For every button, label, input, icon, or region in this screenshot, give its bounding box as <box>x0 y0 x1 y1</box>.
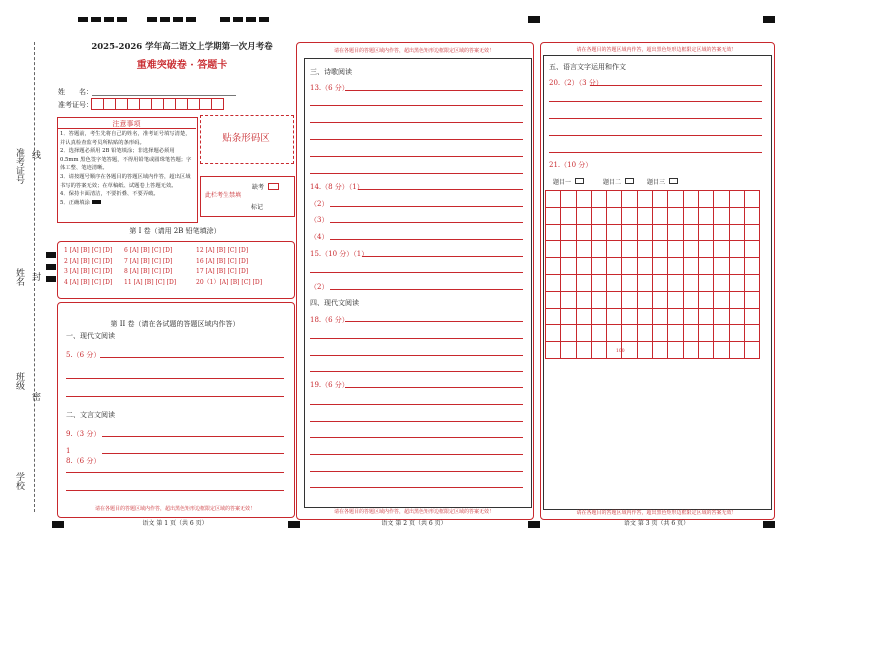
q9-label: 9.（3 分） <box>66 430 101 438</box>
topic-3-label: 题目三 <box>647 179 666 186</box>
answer-line[interactable] <box>310 156 523 157</box>
answer-line[interactable] <box>310 404 523 405</box>
answer-line[interactable] <box>66 396 284 397</box>
topic-1-label: 题目一 <box>553 179 572 186</box>
footer-p3: 语文 第 3 页（共 6 页） <box>623 520 690 527</box>
timing-mark <box>78 17 128 22</box>
timing-mark <box>528 16 540 23</box>
answer-line[interactable] <box>310 371 523 372</box>
answer-line[interactable] <box>310 173 523 174</box>
footer-p2: 语文 第 2 页（共 6 页） <box>381 520 447 527</box>
q14-2-label: （2） <box>310 200 329 208</box>
q20-label: 20.（2）（3 分） <box>549 79 603 87</box>
answer-line[interactable] <box>345 321 523 322</box>
answer-line[interactable] <box>358 189 523 190</box>
absent-warning: 此栏考生禁填 <box>205 192 242 199</box>
section-language-writing: 五、语言文字运用和作文 <box>549 63 626 71</box>
topic-1-checkbox[interactable] <box>575 178 584 184</box>
page-subtitle: 重难突破卷 · 答题卡 <box>136 60 228 71</box>
choice-row[interactable]: 4 [A] [B] [C] [D] <box>64 278 113 286</box>
side-seal-label: 封 <box>30 272 40 281</box>
q14-3-label: （3） <box>310 216 329 224</box>
q5-label: 5.（6 分） <box>66 351 101 359</box>
answer-line[interactable] <box>102 453 284 454</box>
q8-label: 8.（6 分） <box>66 457 101 465</box>
answer-line[interactable] <box>310 454 523 455</box>
answer-line[interactable] <box>330 289 523 290</box>
footer-p1: 语文 第 1 页（共 6 页） <box>142 520 208 527</box>
name-field[interactable] <box>92 95 236 96</box>
q15-label: 15.（10 分）（1） <box>310 250 369 258</box>
side-school-label: 学校 <box>14 472 24 490</box>
answer-line[interactable] <box>345 387 523 388</box>
notice-item: 2．选择题必须用 2B 铅笔填涂；非选择题必须用 0.5mm 黑色签字笔答题，不得用铅笔或圆珠笔答题；字体工整、笔迹清晰。 <box>60 148 192 172</box>
part1-title: 第 I 卷（请用 2B 铅笔填涂） <box>129 227 221 235</box>
absent-checkbox[interactable] <box>268 183 279 190</box>
q15-2-label: （2） <box>310 283 329 291</box>
answer-line[interactable] <box>66 490 284 491</box>
notice-item-text: 5．正确填涂 <box>60 199 90 206</box>
answer-line[interactable] <box>66 378 284 379</box>
answer-line[interactable] <box>330 222 523 223</box>
q13-label: 13.（6 分） <box>310 84 349 92</box>
choice-row[interactable]: 12 [A] [B] [C] [D] <box>196 247 249 254</box>
q8-prefix: 1 <box>66 447 71 455</box>
timing-mark <box>46 252 56 258</box>
answer-line[interactable] <box>310 421 523 422</box>
notice-title: 注意事项 <box>112 120 141 128</box>
answer-line[interactable] <box>310 437 523 438</box>
answer-line[interactable] <box>310 139 523 140</box>
timing-mark <box>220 17 270 22</box>
q14-label: 14.（8 分）（1） <box>310 183 364 191</box>
answer-line[interactable] <box>345 90 523 91</box>
warning-p3-top: 请在各题目的答题区域内作答，超出黑色矩形边框限定区域的答案无效！ <box>576 47 737 53</box>
choice-row[interactable]: 6 [A] [B] [C] [D] <box>124 247 173 254</box>
q14-4-label: （4） <box>310 233 329 241</box>
barcode-label: 贴条形码区 <box>222 133 270 144</box>
answer-line[interactable] <box>330 206 523 207</box>
timing-mark <box>46 264 56 270</box>
name-label: 姓 名： <box>58 88 93 96</box>
answer-line[interactable] <box>549 152 762 153</box>
choice-row[interactable]: 17 [A] [B] [C] [D] <box>196 268 249 275</box>
absent-label: 缺考 <box>252 184 265 191</box>
choice-row[interactable]: 8 [A] [B] [C] [D] <box>124 268 173 275</box>
answer-line[interactable] <box>549 135 762 136</box>
answer-line[interactable] <box>102 436 284 437</box>
choice-row[interactable]: 2 [A] [B] [C] [D] <box>64 257 113 265</box>
side-secret-label: 密 <box>30 392 40 401</box>
notice-list <box>60 130 193 207</box>
answer-line[interactable] <box>310 355 523 356</box>
word-count-100: 100 <box>616 349 625 354</box>
answer-line[interactable] <box>362 256 523 257</box>
topic-2-checkbox[interactable] <box>625 178 634 184</box>
answer-line[interactable] <box>310 471 523 472</box>
choice-row[interactable]: 3 [A] [B] [C] [D] <box>64 268 113 275</box>
q21-label: 21.（10 分） <box>549 161 593 169</box>
answer-line[interactable] <box>100 357 284 358</box>
topic-2-label: 题目二 <box>603 179 622 186</box>
answer-line[interactable] <box>310 487 523 488</box>
section-classical-chinese: 二、文言文阅读 <box>66 411 115 419</box>
page-title: 2025-2026 学年高二语文上学期第一次月考卷 <box>91 42 273 52</box>
notice-item: 1．答题前，考生先将自己的姓名，准考证号填写清楚，并认真检查监考员所粘贴的条形码。 <box>60 131 191 146</box>
choice-column-2[interactable] <box>124 246 176 288</box>
q18-label: 18.（6 分） <box>310 316 349 324</box>
notice-item: 3．请按题号顺序在各题目的答题区域内作答，超出区域书写的答案无效；在草稿纸、试题卷上答题无效。 <box>60 173 191 189</box>
answer-line[interactable] <box>590 85 762 86</box>
warning-p2-bottom: 请在各题目的答题区域内作答，超出黑色矩形边框限定区域的答案无效！ <box>333 509 494 515</box>
warning-p2-top: 请在各题目的答题区域内作答，超出黑色矩形边框限定区域的答案无效！ <box>333 48 494 54</box>
timing-mark <box>147 17 197 22</box>
choice-row[interactable]: 11 [A] [B] [C] [D] <box>124 278 177 286</box>
side-line-label: 线 <box>30 150 40 159</box>
timing-mark <box>46 276 56 282</box>
side-class-label: 班级 <box>14 372 24 390</box>
choice-row[interactable]: 16 [A] [B] [C] [D] <box>196 257 249 265</box>
answer-line[interactable] <box>549 101 762 102</box>
answer-line[interactable] <box>310 122 523 123</box>
answer-line[interactable] <box>310 338 523 339</box>
section-poetry: 三、诗歌阅读 <box>310 68 352 76</box>
choice-row[interactable]: 7 [A] [B] [C] [D] <box>124 257 173 265</box>
part2-title: 第 II 卷（请在各试题的答题区域内作答） <box>110 320 240 328</box>
notice-item <box>60 199 193 208</box>
absent-mark-label: 标记 <box>251 204 264 211</box>
timing-mark <box>763 16 775 23</box>
section-modern-reading-2: 四、现代文阅读 <box>310 299 359 307</box>
warning-p3-bottom: 请在各题目的答题区域内作答，超出黑色矩形边框限定区域的答案无效！ <box>576 510 737 516</box>
side-name-label: 姓名 <box>14 268 24 286</box>
notice-divider <box>57 128 196 129</box>
answer-line[interactable] <box>310 105 523 106</box>
section-modern-reading: 一、现代文阅读 <box>66 332 115 340</box>
composition-grid[interactable] <box>545 190 760 359</box>
page2-answer-box <box>304 58 532 508</box>
choice-column-1[interactable] <box>64 246 112 288</box>
choice-row[interactable]: 20（1）[A] [B] [C] [D] <box>196 278 263 286</box>
answer-line[interactable] <box>66 472 284 473</box>
q19-label: 19.（6 分） <box>310 381 349 389</box>
notice-item: 4．保持卡面清洁，不要折叠、不要弄破。 <box>60 191 159 198</box>
topic-3-checkbox[interactable] <box>669 178 678 184</box>
choice-column-3[interactable] <box>196 246 262 288</box>
warning-p1: 请在各题目的答题区域内作答，超出黑色矩形边框限定区域的答案无效！ <box>94 506 255 512</box>
id-label: 准考证号： <box>58 101 93 109</box>
filled-sample-icon <box>92 200 101 204</box>
side-id-label: 准考证号 <box>14 148 24 184</box>
answer-line[interactable] <box>549 118 762 119</box>
answer-line[interactable] <box>310 272 523 273</box>
choice-row[interactable]: 1 [A] [B] [C] [D] <box>64 247 113 254</box>
answer-line[interactable] <box>330 239 523 240</box>
id-cells[interactable] <box>91 98 223 110</box>
